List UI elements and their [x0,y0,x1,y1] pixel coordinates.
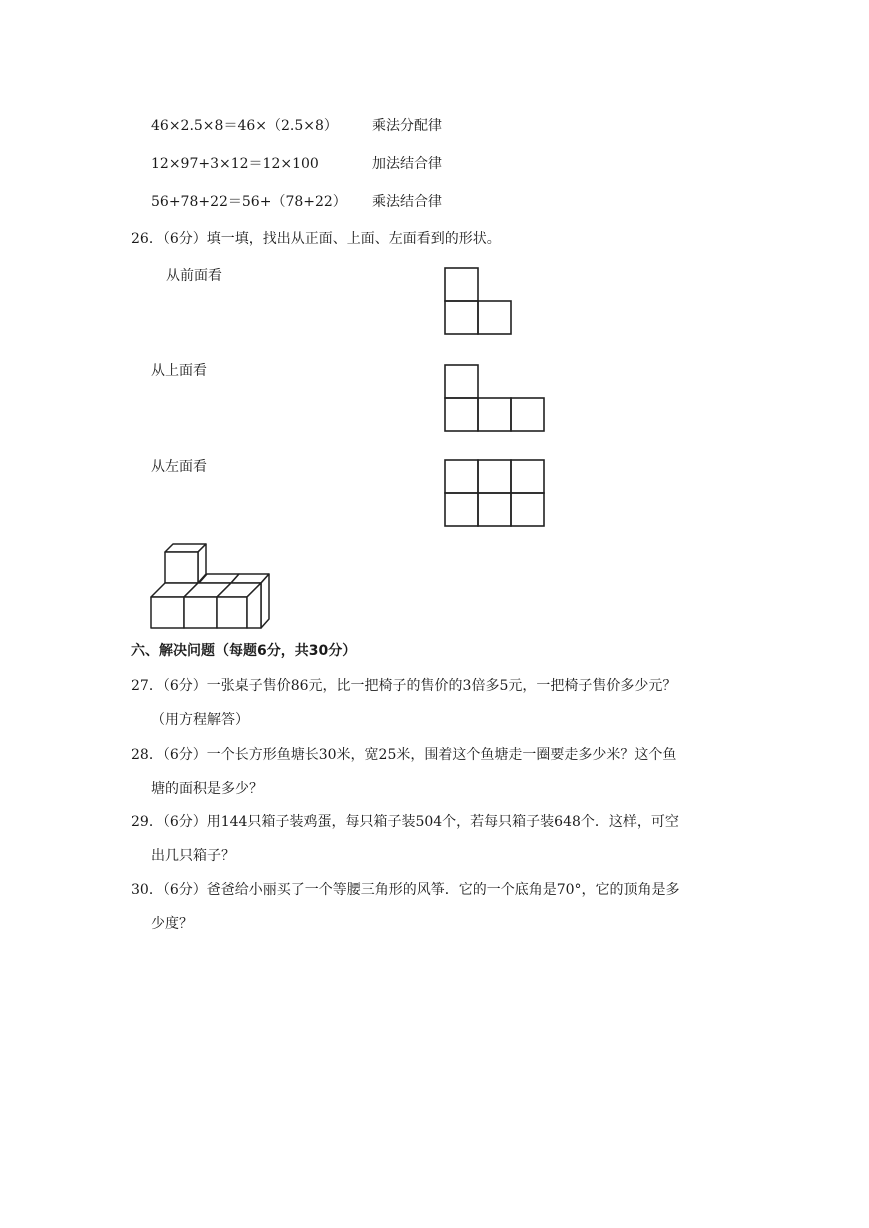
front-view-shape [444,267,514,337]
section-6-heading: 六、解决问题（每题6分，共30分） [131,643,357,659]
cube-solid-figure [149,541,274,633]
question-26: 26．（6分）填一填，找出从正面、上面、左面看到的形状。 [131,231,501,247]
question-29-line1: 29．（6分）用144只箱子装鸡蛋，每只箱子装504个，若每只箱子装648个．这样，可空 [131,814,679,830]
left-view-shape [444,459,546,527]
view-label-top: 从上面看 [151,363,207,379]
law-row-1-law: 乘法分配律 [372,118,442,134]
view-label-front: 从前面看 [166,268,222,284]
question-30-line2: 少度？ [151,916,193,932]
question-28-line2: 塘的面积是多少？ [151,781,263,797]
law-row-2-expr: 12×97+3×12＝12×100 [151,156,319,172]
question-28-line1: 28．（6分）一个长方形鱼塘长30米，宽25米，围着这个鱼塘走一圈要走多少米？这个鱼 [131,747,677,763]
top-view-shape [444,364,546,432]
question-27-line1: 27．（6分）一张桌子售价86元，比一把椅子的售价的3倍多5元，一把椅子售价多少元？ [131,678,677,694]
question-29-line2: 出几只箱子？ [151,848,235,864]
law-row-1-expr: 46×2.5×8＝46×（2.5×8） [151,118,338,134]
law-row-3-expr: 56+78+22＝56+（78+22） [151,194,347,210]
law-row-2-law: 加法结合律 [372,156,442,172]
view-label-left: 从左面看 [151,459,207,475]
question-30-line1: 30．（6分）爸爸给小丽买了一个等腰三角形的风筝．它的一个底角是70°，它的顶角是多 [131,882,680,898]
law-row-3-law: 乘法结合律 [372,194,442,210]
question-27-line2: （用方程解答） [151,712,249,728]
